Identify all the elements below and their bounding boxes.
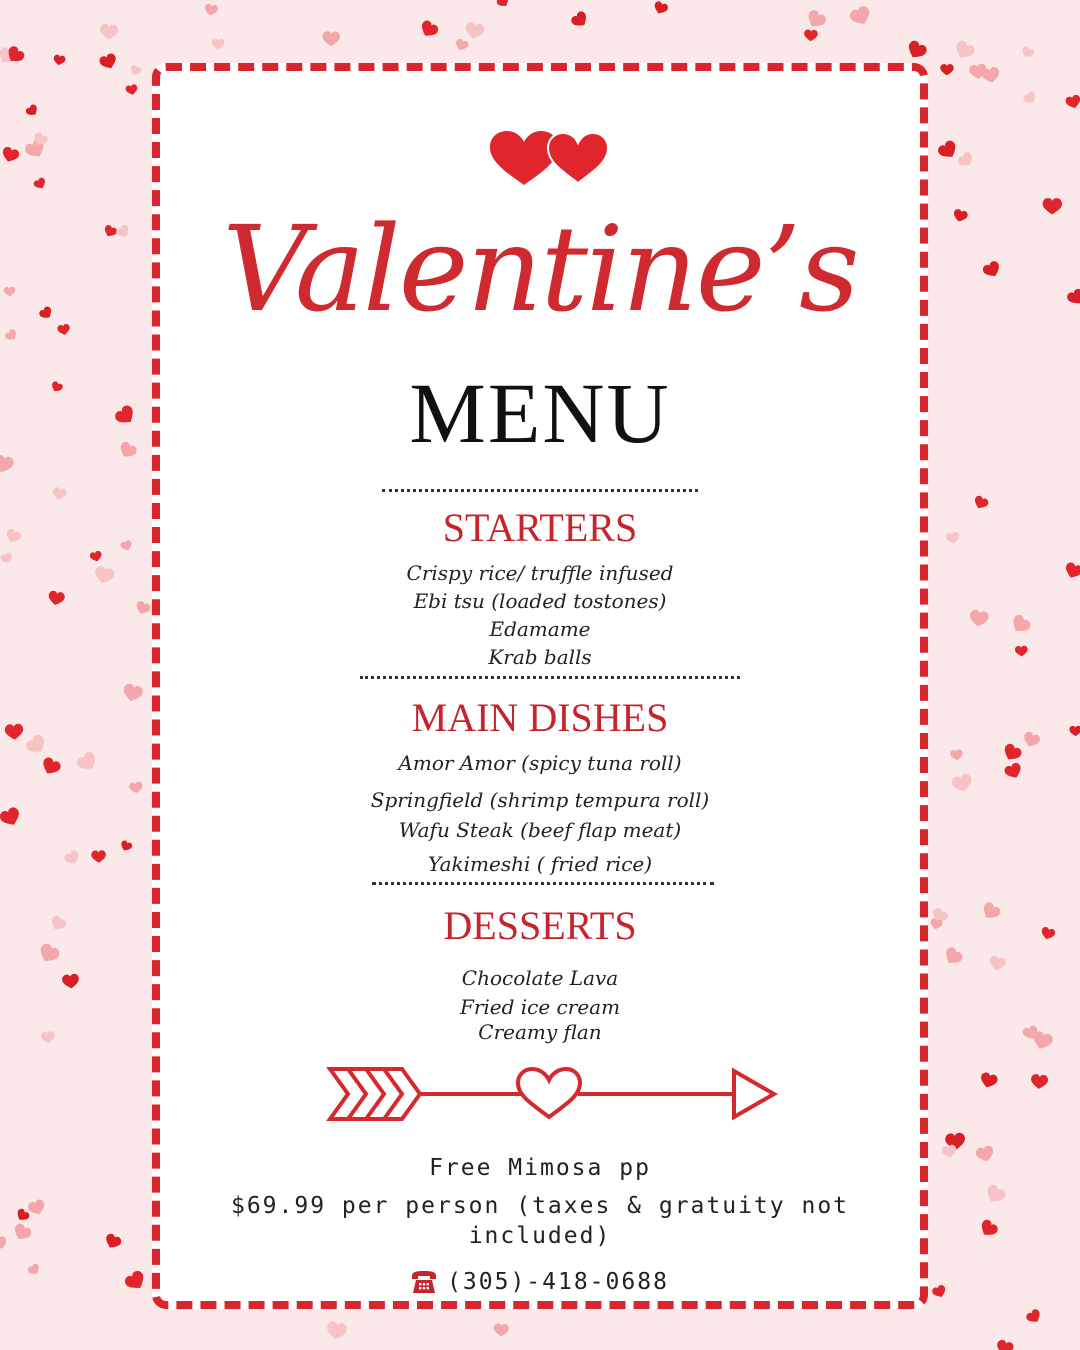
confetti-heart-icon [1021, 731, 1041, 750]
confetti-heart-icon [204, 3, 219, 16]
menu-item: Creamy flan [478, 1020, 602, 1044]
confetti-heart-icon [47, 590, 66, 607]
confetti-heart-icon [1030, 1074, 1048, 1090]
confetti-heart-icon [325, 1321, 348, 1342]
title-valentines: Valentine’s [222, 200, 858, 338]
confetti-heart-icon [33, 176, 48, 191]
confetti-heart-icon [322, 31, 340, 46]
confetti-heart-icon [93, 565, 116, 585]
confetti-heart-icon [1069, 726, 1080, 737]
telephone-icon [411, 1270, 437, 1294]
confetti-heart-icon [4, 528, 23, 546]
confetti-heart-icon [120, 539, 134, 552]
confetti-heart-icon [1040, 926, 1056, 941]
confetti-heart-icon [941, 1144, 958, 1159]
phone-contact [160, 1267, 920, 1297]
free-mimosa-offer: Free Mimosa pp [429, 1155, 651, 1181]
confetti-heart-icon [119, 839, 133, 852]
confetti-heart-icon [115, 223, 132, 240]
confetti-heart-icon [51, 486, 67, 501]
confetti-heart-icon [905, 39, 929, 62]
phone-number[interactable]: (305)-418-0688 [447, 1269, 669, 1295]
confetti-heart-icon [946, 532, 961, 545]
confetti-heart-icon [1063, 561, 1080, 581]
divider-starters [360, 676, 740, 679]
confetti-heart-icon [123, 1269, 149, 1294]
confetti-heart-icon [121, 683, 144, 704]
confetti-heart-icon [569, 10, 590, 31]
confetti-heart-icon [804, 8, 828, 31]
confetti-heart-icon [952, 208, 969, 223]
double-heart-icon [490, 129, 618, 189]
confetti-heart-icon [129, 781, 144, 794]
confetti-heart-icon [63, 849, 82, 868]
price-per-person: $69.99 per person (taxes & gratuity not included) [230, 1193, 850, 1249]
confetti-heart-icon [40, 1031, 55, 1045]
confetti-heart-icon [981, 259, 1003, 280]
divider-main [372, 882, 714, 885]
confetti-heart-icon [75, 750, 100, 775]
confetti-heart-icon [988, 955, 1007, 972]
confetti-heart-icon [1042, 198, 1062, 215]
confetti-heart-icon [25, 103, 40, 118]
confetti-heart-icon [972, 494, 990, 511]
confetti-heart-icon [62, 973, 80, 989]
confetti-heart-icon [956, 150, 976, 170]
confetti-heart-icon [98, 52, 119, 71]
confetti-heart-icon [977, 1218, 1000, 1240]
menu-item: Krab balls [488, 645, 592, 669]
confetti-heart-icon [128, 64, 142, 77]
confetti-heart-icon [99, 24, 118, 41]
confetti-heart-icon [975, 1145, 996, 1164]
confetti-heart-icon [0, 806, 23, 829]
confetti-heart-icon [979, 1071, 999, 1090]
confetti-heart-icon [936, 139, 960, 162]
confetti-heart-icon [117, 440, 139, 461]
confetti-heart-icon [0, 1235, 9, 1251]
confetti-heart-icon [57, 323, 71, 336]
confetti-heart-icon [91, 850, 106, 863]
confetti-heart-icon [804, 29, 818, 41]
confetti-heart-icon [0, 552, 14, 566]
confetti-heart-icon [0, 454, 15, 475]
confetti-heart-icon [27, 1198, 47, 1217]
menu-item: Wafu Steak (beef flap meat) [398, 818, 682, 842]
menu-item: Amor Amor (spicy tuna roll) [398, 751, 682, 775]
confetti-heart-icon [212, 39, 225, 50]
menu-item: Edamame [489, 617, 591, 641]
confetti-heart-icon [125, 84, 139, 96]
confetti-heart-icon [1003, 761, 1024, 781]
confetti-heart-icon [1015, 645, 1028, 657]
confetti-heart-icon [89, 550, 103, 563]
confetti-heart-icon [103, 1232, 123, 1251]
confetti-heart-icon [1001, 742, 1024, 764]
confetti-heart-icon [942, 945, 965, 967]
confetti-heart-icon [26, 1262, 41, 1277]
confetti-heart-icon [979, 900, 1002, 922]
confetti-heart-icon [102, 224, 118, 239]
heart-arrow-icon [322, 1059, 784, 1129]
confetti-heart-icon [4, 328, 19, 343]
confetti-heart-icon [1065, 287, 1080, 307]
confetti-heart-icon [495, 0, 511, 9]
confetti-heart-icon [11, 1222, 34, 1244]
confetti-heart-icon [4, 723, 24, 740]
confetti-heart-icon [14, 1207, 31, 1223]
confetti-heart-icon [38, 305, 55, 321]
confetti-heart-icon [24, 732, 49, 757]
confetti-heart-icon [940, 64, 953, 75]
divider-top [382, 489, 698, 492]
confetti-heart-icon [1008, 613, 1032, 637]
confetti-heart-icon [48, 914, 68, 933]
confetti-heart-icon [4, 286, 16, 296]
confetti-heart-icon [1065, 94, 1080, 110]
section-title-starters: STARTERS [442, 505, 638, 550]
confetti-heart-icon [1025, 1308, 1044, 1326]
confetti-heart-icon [652, 0, 669, 16]
menu-card [152, 63, 928, 1309]
confetti-heart-icon [931, 1284, 948, 1300]
menu-item: Ebi tsu (loaded tostones) [413, 589, 667, 613]
confetti-heart-icon [36, 942, 61, 966]
menu-item: Springfield (shrimp tempura roll) [370, 788, 710, 812]
confetti-heart-icon [951, 772, 975, 794]
section-title-main-dishes: MAIN DISHES [411, 695, 669, 740]
confetti-heart-icon [995, 1339, 1015, 1350]
section-title-desserts: DESSERTS [443, 903, 637, 948]
title-menu: MENU [409, 365, 671, 461]
confetti-heart-icon [493, 1323, 509, 1337]
menu-item: Yakimeshi ( fried rice) [427, 852, 653, 876]
confetti-heart-icon [0, 146, 20, 165]
confetti-heart-icon [50, 380, 64, 394]
confetti-heart-icon [464, 21, 486, 41]
confetti-heart-icon [968, 609, 990, 628]
confetti-heart-icon [1020, 45, 1036, 60]
menu-item: Fried ice cream [459, 995, 621, 1019]
confetti-heart-icon [418, 19, 440, 41]
confetti-heart-icon [983, 1183, 1008, 1207]
confetti-heart-icon [53, 54, 66, 66]
confetti-heart-icon [950, 749, 963, 761]
menu-item: Crispy rice/ truffle infused [406, 561, 674, 585]
confetti-heart-icon [113, 403, 138, 428]
confetti-heart-icon [454, 38, 470, 52]
menu-item: Chocolate Lava [461, 966, 619, 990]
confetti-heart-icon [134, 600, 152, 617]
confetti-heart-icon [39, 756, 62, 778]
confetti-heart-icon [952, 39, 976, 62]
confetti-heart-icon [1022, 90, 1039, 106]
confetti-heart-icon [848, 4, 873, 28]
